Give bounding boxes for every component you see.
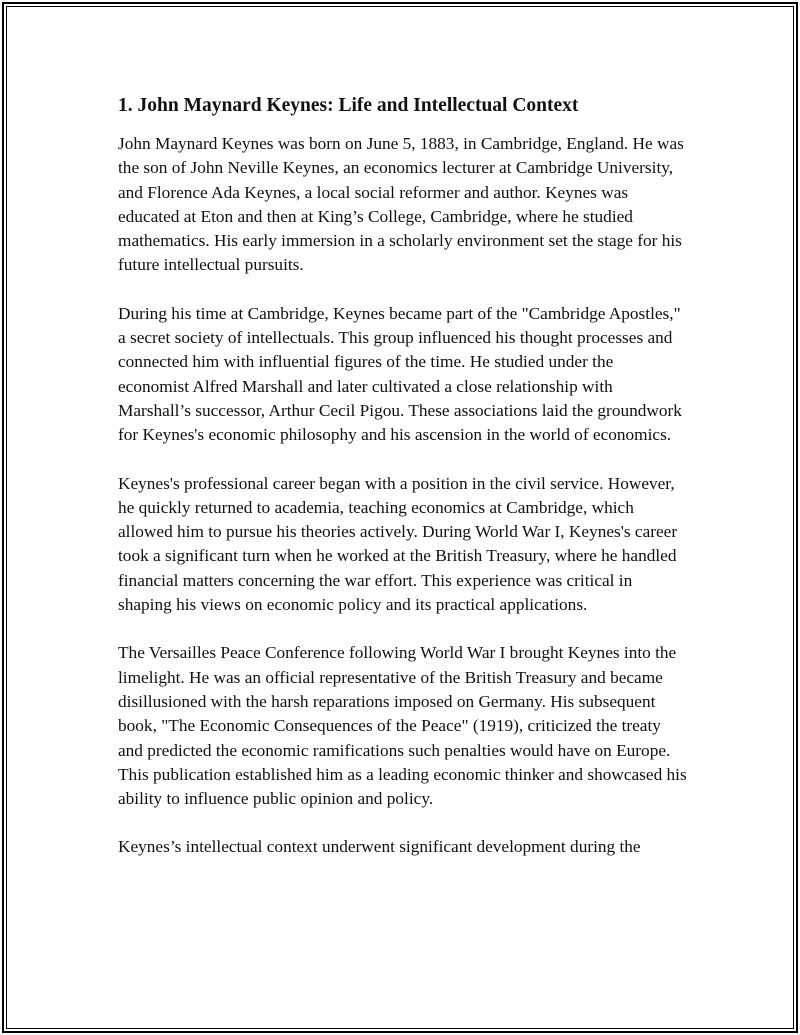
paragraph-1: John Maynard Keynes was born on June 5, 1883, in Cambridge, England. He was the son of John Neville Keynes, an economics lecturer at Cambridge University, and Florence Ada Keynes, a local social reformer and author. Keynes was educated at Eton and then at King’s College, Cambridge, where he studied mathematics. His early immersion in a scholarly environment set the stage for his future intellectual pursuits.	[118, 134, 684, 275]
paragraph-2: During his time at Cambridge, Keynes became part of the "Cambridge Apostles," a secret society of intellectuals. This group influenced his thought processes and connected him with influential figures of the time. He studied under the economist Alfred Marshall and later cultivated a close relationship with Marshall’s successor, Arthur Cecil Pigou. These associations laid the groundwork for Keynes's economic philosophy and his ascension in the world of economics.	[118, 303, 682, 445]
paragraph-4: The Versailles Peace Conference following World War I brought Keynes into the limelight. He was an official representative of the British Treasury and became disillusioned with the harsh reparations imposed on Germany. His subsequent book, "The Economic Consequences of the Peace" (1919), criticized the treaty and predicted the economic ramifications such penalties would have on Europe. This publication established him as a leading economic thinker and showcased his ability to influence public opinion and policy.	[118, 643, 687, 809]
paragraph-5: Keynes’s intellectual context underwent significant development during the	[118, 837, 641, 857]
paragraph-3: Keynes's professional career began with a position in the civil service. However, he quickly returned to academia, teaching economics at Cambridge, which allowed him to pursue his theories actively. During World War I, Keynes's career took a significant turn when he worked at the British Treasury, where he handled financial matters concerning the war effort. This experience was critical in shaping his views on economic policy and its practical applications.	[118, 473, 678, 615]
section-heading: 1. John Maynard Keynes: Life and Intellectual Context	[118, 95, 579, 116]
document-body	[118, 92, 688, 884]
